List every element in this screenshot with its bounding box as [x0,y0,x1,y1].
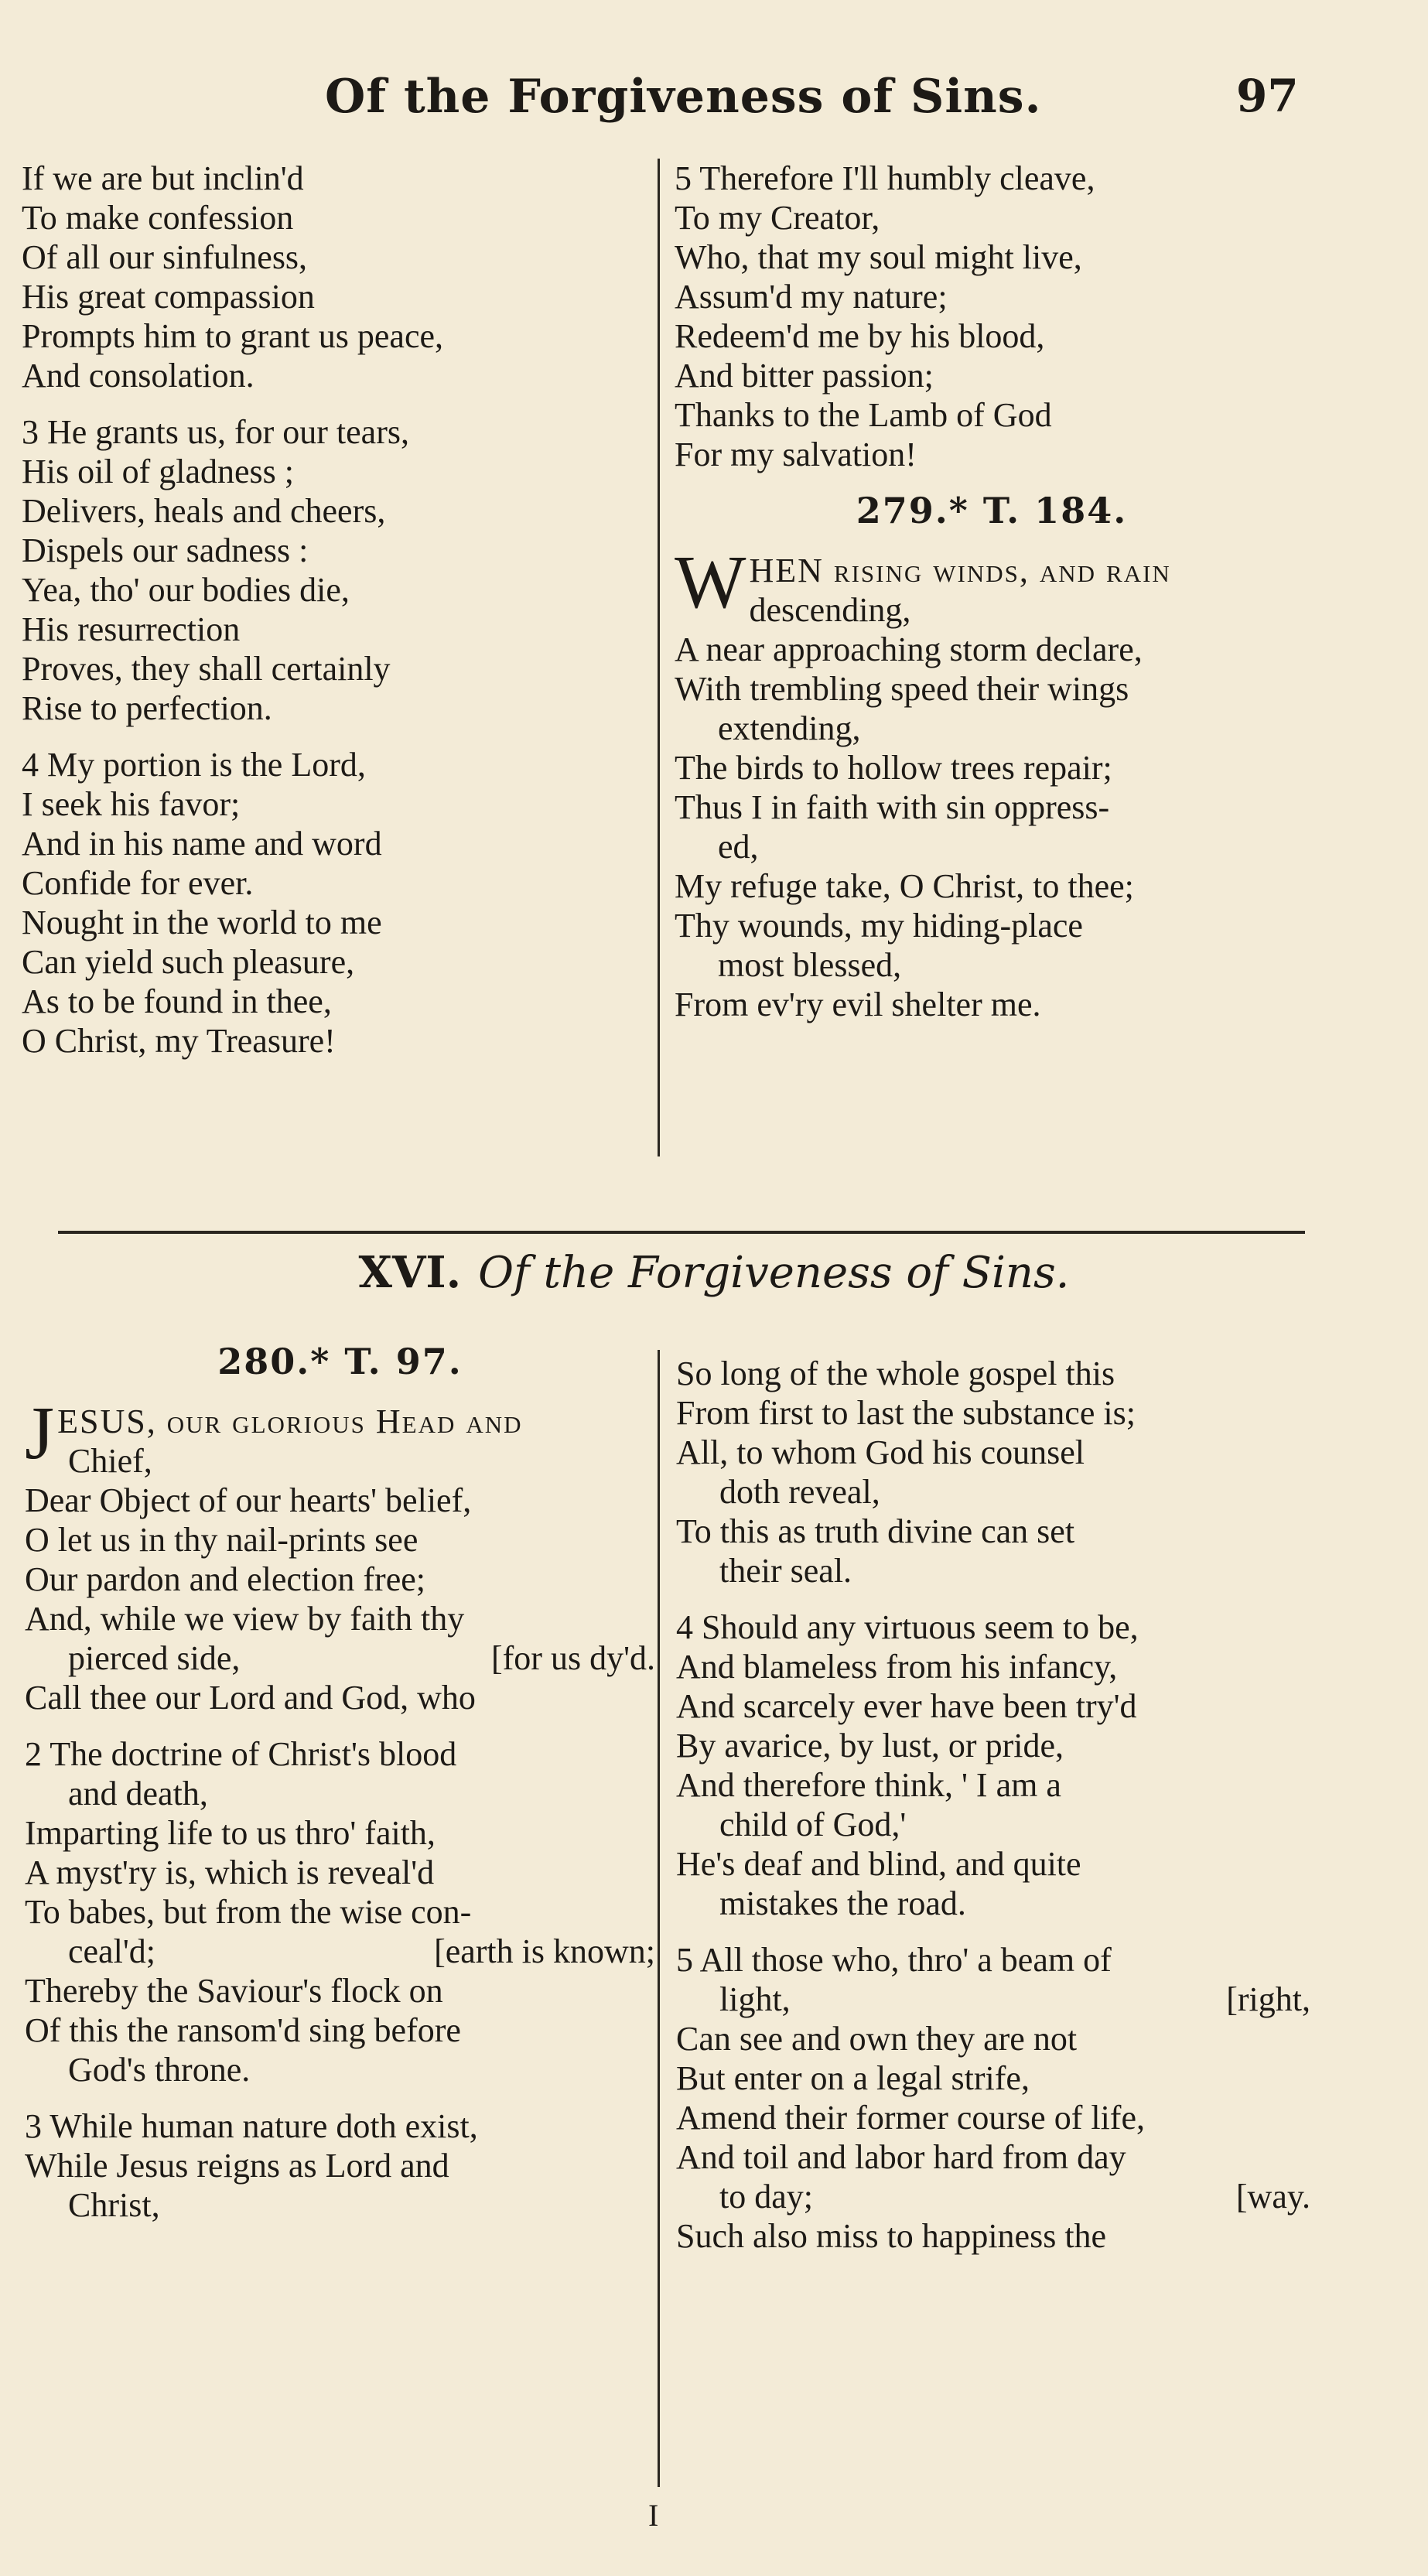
verse-line: A myst'ry is, which is reveal'd [25,1853,435,1891]
verse-line-split [25,1638,655,1678]
verse-fragment: light, [719,1980,791,2018]
verse-line: Such also miss to happiness the [676,2217,1107,2255]
verse-line: I seek his favor; [22,785,241,823]
verse-line-split [676,1980,1310,2019]
verse-line: Of this the ransom'd sing before [25,2011,461,2049]
verse-line: Who, that my soul might live, [675,238,1082,276]
first-line-text: HEN rising winds, and rain [749,552,1171,589]
verse-line-split [25,1932,655,1971]
verse-line: His great compassion [22,278,315,316]
verse-line: most blessed, [718,946,902,984]
verse-line: So long of the whole gospel this [676,1355,1115,1392]
verse-turnover: [earth is known; [434,1932,655,1970]
drop-cap: J [25,1392,55,1475]
verse-line: With trembling speed their wings [675,670,1129,708]
hymn-280-stanza-4 [676,1607,1310,1923]
upper-left-column [22,159,648,1078]
verse-line: The birds to hollow trees repair; [675,749,1112,787]
verse-line: 5 All those who, thro' a beam of [676,1941,1112,1979]
verse-line: As to be found in thee, [22,982,332,1020]
verse-line: 2 The doctrine of Christ's blood [25,1735,457,1773]
verse-line: Can yield such pleasure, [22,943,355,981]
verse-turnover: [right, [1226,1980,1310,2018]
running-head [0,70,1428,139]
verse-line-split [676,2177,1310,2216]
verse-line: Thanks to the Lamb of God [675,396,1052,434]
verse-line: And scarcely ever have been try'd [676,1687,1137,1725]
verse-line: Our pardon and election free; [25,1560,425,1598]
verse-line: Rise to perfection. [22,689,272,727]
verse-line: 4 Should any virtuous seem to be, [676,1608,1139,1646]
verse-line: Thereby the Saviour's flock on [25,1972,443,2010]
verse-fragment: pierced side, [68,1639,241,1677]
column-rule [658,159,660,1156]
section-divider [58,1231,1305,1234]
verse-line: My refuge take, O Christ, to thee; [675,867,1134,905]
verse-line: Can see and own they are not [676,2020,1078,2058]
drop-cap: W [675,541,746,624]
verse-line: And therefore think, ' I am a [676,1766,1061,1804]
verse-line: From ev'ry evil shelter me. [675,986,1041,1023]
lower-right-column [676,1354,1310,2273]
stanza-3 [22,412,648,728]
section-heading [0,1247,1428,1298]
verse-line: All, to whom God his counsel [676,1433,1085,1471]
verse-line: 3 He grants us, for our tears, [22,413,409,451]
verse-line: And, while we view by faith thy [25,1600,465,1638]
first-line-text: ESUS, our glorious Head and [57,1402,523,1440]
verse-line: 5 Therefore I'll humbly cleave, [675,159,1095,197]
verse-line: Christ, [68,2186,160,2224]
verse-line: extending, [718,709,861,747]
hymn-280-stanza-2 [25,1734,655,2089]
verse-line: Proves, they shall certainly [22,650,391,688]
verse-line: child of God,' [719,1806,907,1843]
hymn-280-stanza-1 [25,1392,655,1717]
verse-line: Amend their former course of life, [676,2099,1145,2137]
verse-line: 4 My portion is the Lord, [22,746,366,784]
running-title: Of the Forgiveness of Sins. [325,70,1042,124]
verse-line: God's throne. [68,2051,251,2089]
verse-line: Dear Object of our hearts' belief, [25,1481,472,1519]
verse-line: To this as truth divine can set [676,1512,1075,1550]
verse-fragment: ceal'd; [68,1932,155,1970]
verse-line: And blameless from his infancy, [676,1648,1118,1686]
verse-line: To make confession [22,199,294,237]
verse-line: Thus I in faith with sin oppress- [675,788,1110,826]
stanza-4 [22,745,648,1061]
verse-line: Assum'd my nature; [675,278,948,316]
verse-line: and death, [68,1775,208,1812]
verse-fragment: to day; [719,2178,813,2216]
hymn-279-stanza-1 [675,541,1309,1024]
signature-mark: I [648,2498,659,2533]
hymn-number-heading: 279.* T. 184. [856,490,1128,531]
stanza-continued [22,159,648,395]
verse-line: Nought in the world to me [22,904,382,941]
verse-line: To babes, but from the wise con- [25,1893,472,1931]
verse-line: By avarice, by lust, or pride, [676,1727,1064,1765]
verse-line: Of all our sinfulness, [22,238,308,276]
verse-line: And in his name and word [22,825,382,863]
verse-turnover: [way. [1235,2178,1310,2216]
verse-line: And bitter passion; [675,357,934,395]
verse-turnover: [for us dy'd. [490,1639,655,1677]
verse-line: O Christ, my Treasure! [22,1022,336,1060]
hymn-280-stanza-3-continued [676,1354,1310,1590]
verse-line: But enter on a legal strife, [676,2059,1030,2097]
verse-line: For my salvation! [675,436,917,473]
verse-line: Imparting life to us thro' faith, [25,1814,436,1852]
verse-line: Call thee our Lord and God, who [25,1679,476,1717]
verse-line: And toil and labor hard from day [676,2138,1126,2176]
verse-line: ed, [718,828,759,866]
verse-line: O let us in thy nail-prints see [25,1521,418,1559]
section-title: Of the Forgiveness of Sins. [478,1248,1070,1298]
verse-line: And consolation. [22,357,255,395]
page-number: 97 [1236,70,1299,122]
verse-line: Redeem'd me by his blood, [675,317,1045,355]
verse-line: Dispels our sadness : [22,531,309,569]
hymn-280-stanza-5 [676,1940,1310,2256]
verse-line: Thy wounds, my hiding-place [675,907,1083,945]
hymn-280-stanza-3 [25,2106,655,2225]
verse-line: doth reveal, [719,1473,880,1511]
verse-line: A near approaching storm declare, [675,630,1143,668]
stanza-5 [675,159,1309,474]
verse-line: Yea, tho' our bodies die, [22,571,350,609]
hymn-number-heading: 280.* T. 97. [217,1341,463,1382]
verse-line: His resurrection [22,610,241,648]
verse-line: While Jesus reigns as Lord and [25,2147,449,2185]
verse-line: Delivers, heals and cheers, [22,492,386,530]
verse-line: He's deaf and blind, and quite [676,1845,1081,1883]
verse-line: To my Creator, [675,199,880,237]
verse-line: their seal. [719,1552,852,1590]
verse-line: If we are but inclin'd [22,159,304,197]
verse-line: His oil of gladness ; [22,453,294,490]
verse-line: 3 While human nature doth exist, [25,2107,478,2145]
verse-line: Prompts him to grant us peace, [22,317,444,355]
column-rule [658,1350,660,2487]
verse-line: descending, [749,591,911,629]
verse-line: Chief, [68,1442,152,1480]
lower-left-column [25,1342,655,2242]
section-number: XVI. [358,1247,462,1298]
verse-line: From first to last the substance is; [676,1394,1136,1432]
verse-line: mistakes the road. [719,1884,966,1922]
verse-line: Confide for ever. [22,864,254,902]
upper-right-column [675,159,1309,1041]
